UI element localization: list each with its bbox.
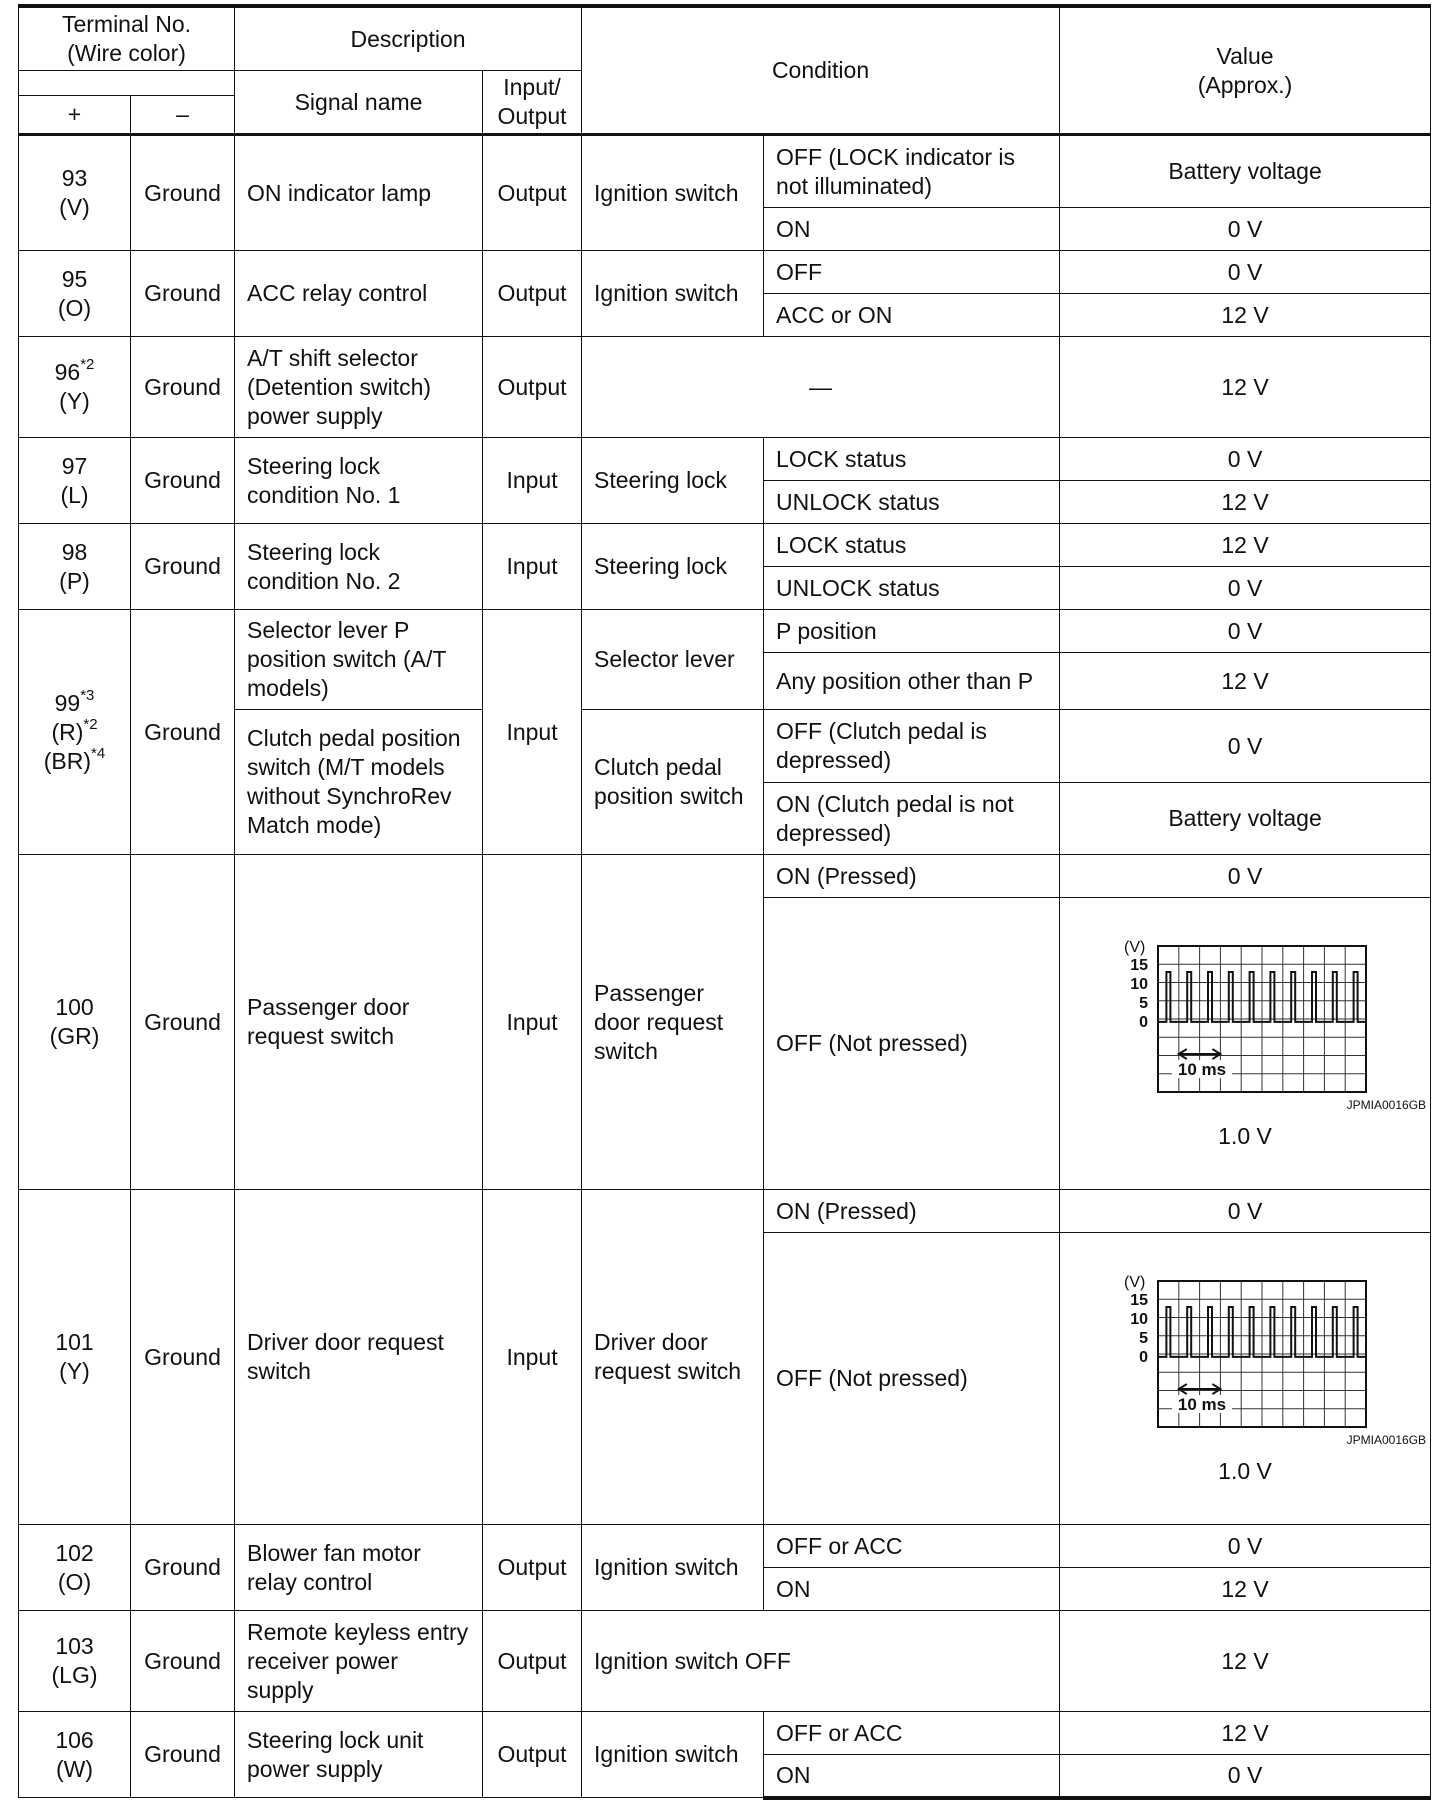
time-division-label: 10 ms (1177, 1060, 1227, 1080)
terminal-cell (19, 135, 131, 251)
wire-color: (GR) (49, 1023, 100, 1049)
signal-name: Steering lock unit power supply (235, 1712, 483, 1798)
ground-cell: Ground (131, 438, 235, 524)
signal-name: Driver door request switch (235, 1190, 483, 1525)
wire-color: (R) (51, 718, 84, 745)
value-cell: 12 V (1060, 294, 1431, 337)
terminal-number: 103 (55, 1633, 94, 1659)
condition-cell: Steering lock (582, 438, 764, 524)
terminal-footnote: *2 (80, 356, 95, 374)
signal-name: Passenger door request switch (235, 855, 483, 1190)
input-output-header: Input/ Output (483, 71, 582, 135)
waveform-cell (1060, 1233, 1431, 1525)
value-cell: 0 V (1060, 1190, 1431, 1233)
scope-scale-label: 15 (1130, 957, 1149, 974)
io-cell: Output (483, 337, 582, 438)
condition-cell: Selector lever (582, 610, 764, 710)
signal-name-header: Signal name (235, 71, 483, 135)
value-cell: 12 V (1060, 1568, 1431, 1611)
state-cell: LOCK status (764, 438, 1060, 481)
scope-unit-label: (V) (1124, 1274, 1146, 1291)
wire-color-header-label: (Wire color) (67, 40, 186, 66)
io-cell: Input (483, 438, 582, 524)
condition-cell: Ignition switch (582, 135, 764, 251)
wire-color: (O) (57, 294, 92, 321)
terminal-cell (19, 438, 131, 524)
ground-cell: Ground (131, 1712, 235, 1798)
state-cell: OFF (Not pressed) (764, 1233, 1060, 1525)
value-cell: 0 V (1060, 1755, 1431, 1798)
wire-color: (P) (59, 567, 90, 594)
state-cell: Any position other than P (764, 653, 1060, 710)
waveform-cell (1060, 898, 1431, 1190)
value-cell: 0 V (1060, 251, 1431, 294)
terminal-cell (19, 251, 131, 337)
terminal-header-spacer (19, 71, 235, 96)
value-cell: 12 V (1060, 337, 1431, 438)
waveform-figure (1064, 1271, 1426, 1486)
terminal-cell (19, 1525, 131, 1611)
scope-scale-label: 5 (1139, 1330, 1149, 1347)
terminal-cell (19, 1190, 131, 1525)
value-cell: 12 V (1060, 653, 1431, 710)
plus-header: + (19, 95, 131, 134)
terminal-cell (19, 524, 131, 610)
wire-color: (LG) (51, 1662, 98, 1688)
terminal-cell (19, 610, 131, 855)
io-cell: Input (483, 855, 582, 1190)
state-cell: OFF (LOCK indicator is not illuminated) (764, 135, 1060, 208)
state-cell: LOCK status (764, 524, 1060, 567)
terminal-number: 96 (54, 359, 81, 385)
state-cell: OFF (Clutch pedal is depressed) (764, 710, 1060, 783)
terminal-number: 98 (61, 538, 88, 565)
minus-header: – (131, 95, 235, 134)
terminal-cell (19, 855, 131, 1190)
ground-cell: Ground (131, 610, 235, 855)
wire-color-alt: (BR) (43, 747, 92, 774)
condition-cell: Ignition switch (582, 251, 764, 337)
condition-cell: — (582, 337, 1060, 438)
terminal-header-label: Terminal No. (61, 11, 192, 37)
io-cell: Input (483, 1190, 582, 1525)
signal-name: ON indicator lamp (235, 135, 483, 251)
state-cell: UNLOCK status (764, 567, 1060, 610)
state-cell: OFF (Not pressed) (764, 898, 1060, 1190)
state-cell: OFF or ACC (764, 1712, 1060, 1755)
ground-cell: Ground (131, 855, 235, 1190)
ground-cell: Ground (131, 1525, 235, 1611)
condition-cell: Steering lock (582, 524, 764, 610)
value-cell: 12 V (1060, 524, 1431, 567)
state-cell: OFF (764, 251, 1060, 294)
terminal-number: 102 (55, 1539, 94, 1566)
io-cell: Input (483, 610, 582, 855)
wire-alt-footnote: *4 (91, 744, 106, 762)
terminal-footnote: *3 (80, 686, 95, 704)
terminal-cell (19, 1712, 131, 1798)
wire-footnote: *2 (83, 715, 98, 733)
condition-cell: Passenger door request switch (582, 855, 764, 1190)
state-cell: ON (764, 1755, 1060, 1798)
signal-name: Steering lock condition No. 2 (235, 524, 483, 610)
io-cell: Output (483, 251, 582, 337)
value-cell: 12 V (1060, 1611, 1431, 1712)
scope-scale-label: 10 (1130, 976, 1149, 993)
terminal-number: 99 (54, 689, 81, 716)
wire-color: (V) (59, 194, 90, 220)
waveform-figure (1064, 936, 1426, 1151)
wire-color: (W) (55, 1755, 94, 1782)
ground-cell: Ground (131, 524, 235, 610)
value-cell: 0 V (1060, 1525, 1431, 1568)
signal-name: Selector lever P position switch (A/T models) (235, 610, 483, 710)
ground-cell: Ground (131, 251, 235, 337)
value-cell: 0 V (1060, 567, 1431, 610)
wire-color: (Y) (59, 1358, 90, 1384)
signal-name: ACC relay control (235, 251, 483, 337)
value-header (1060, 6, 1431, 135)
ground-cell: Ground (131, 135, 235, 251)
condition-cell: Ignition switch (582, 1525, 764, 1611)
state-cell: ON (764, 208, 1060, 251)
condition-cell: Ignition switch (582, 1712, 764, 1798)
ground-cell: Ground (131, 1190, 235, 1525)
value-cell: 0 V (1060, 710, 1431, 783)
scope-unit-label: (V) (1124, 939, 1146, 956)
terminal-cell (19, 1611, 131, 1712)
io-cell: Output (483, 135, 582, 251)
state-cell: UNLOCK status (764, 481, 1060, 524)
waveform-value: 1.0 V (1218, 1458, 1272, 1484)
terminal-number: 101 (55, 1329, 94, 1355)
scope-scale-label: 0 (1139, 1014, 1149, 1031)
scope-scale-label: 5 (1139, 995, 1149, 1012)
terminal-cell (19, 337, 131, 438)
wire-color: (O) (57, 1568, 92, 1595)
terminal-header (19, 6, 235, 71)
value-header-label: Value (1216, 42, 1274, 69)
terminal-number: 97 (61, 452, 88, 479)
state-cell: ON (Clutch pedal is not depressed) (764, 783, 1060, 855)
waveform-graph (1120, 936, 1370, 1096)
time-division-label: 10 ms (1177, 1395, 1227, 1415)
signal-name: Blower fan motor relay control (235, 1525, 483, 1611)
value-cell: Battery voltage (1060, 783, 1431, 855)
signal-name: Remote keyless entry receiver power supply (235, 1611, 483, 1712)
condition-cell: Ignition switch OFF (582, 1611, 1060, 1712)
signal-name: Steering lock condition No. 1 (235, 438, 483, 524)
signal-name: Clutch pedal position switch (M/T models without SynchroRev Match mode) (235, 710, 483, 855)
value-cell: 0 V (1060, 208, 1431, 251)
terminal-table (18, 4, 1431, 1800)
state-cell: ON (Pressed) (764, 1190, 1060, 1233)
value-cell: 0 V (1060, 438, 1431, 481)
io-cell: Output (483, 1712, 582, 1798)
waveform-value: 1.0 V (1218, 1123, 1272, 1149)
signal-name: A/T shift selector (Detention switch) power supply (235, 337, 483, 438)
condition-cell: Driver door request switch (582, 1190, 764, 1525)
ground-cell: Ground (131, 1611, 235, 1712)
state-cell: OFF or ACC (764, 1525, 1060, 1568)
io-cell: Output (483, 1525, 582, 1611)
terminal-number: 93 (61, 165, 88, 191)
state-cell: P position (764, 610, 1060, 653)
io-cell: Input (483, 524, 582, 610)
wire-color: (Y) (59, 388, 90, 414)
wire-color: (L) (60, 481, 89, 508)
state-cell: ACC or ON (764, 294, 1060, 337)
approx-header-label: (Approx.) (1197, 71, 1293, 98)
ground-cell: Ground (131, 337, 235, 438)
state-cell: ON (Pressed) (764, 855, 1060, 898)
terminal-number: 95 (61, 265, 88, 292)
condition-cell: Clutch pedal position switch (582, 710, 764, 855)
description-header: Description (235, 6, 582, 71)
scope-scale-label: 10 (1130, 1311, 1149, 1328)
state-cell: ON (764, 1568, 1060, 1611)
value-cell: 0 V (1060, 855, 1431, 898)
terminal-number: 100 (55, 994, 94, 1020)
value-cell: 12 V (1060, 481, 1431, 524)
waveform-figure-id: JPMIA0016GB (1346, 1098, 1427, 1112)
waveform-graph (1120, 1271, 1370, 1431)
value-cell: 12 V (1060, 1712, 1431, 1755)
waveform-figure-id: JPMIA0016GB (1346, 1433, 1427, 1447)
value-cell: Battery voltage (1060, 135, 1431, 208)
value-cell: 0 V (1060, 610, 1431, 653)
terminal-number: 106 (55, 1726, 94, 1753)
io-cell: Output (483, 1611, 582, 1712)
condition-header: Condition (582, 6, 1060, 135)
scope-scale-label: 15 (1130, 1292, 1149, 1309)
scope-scale-label: 0 (1139, 1349, 1149, 1366)
